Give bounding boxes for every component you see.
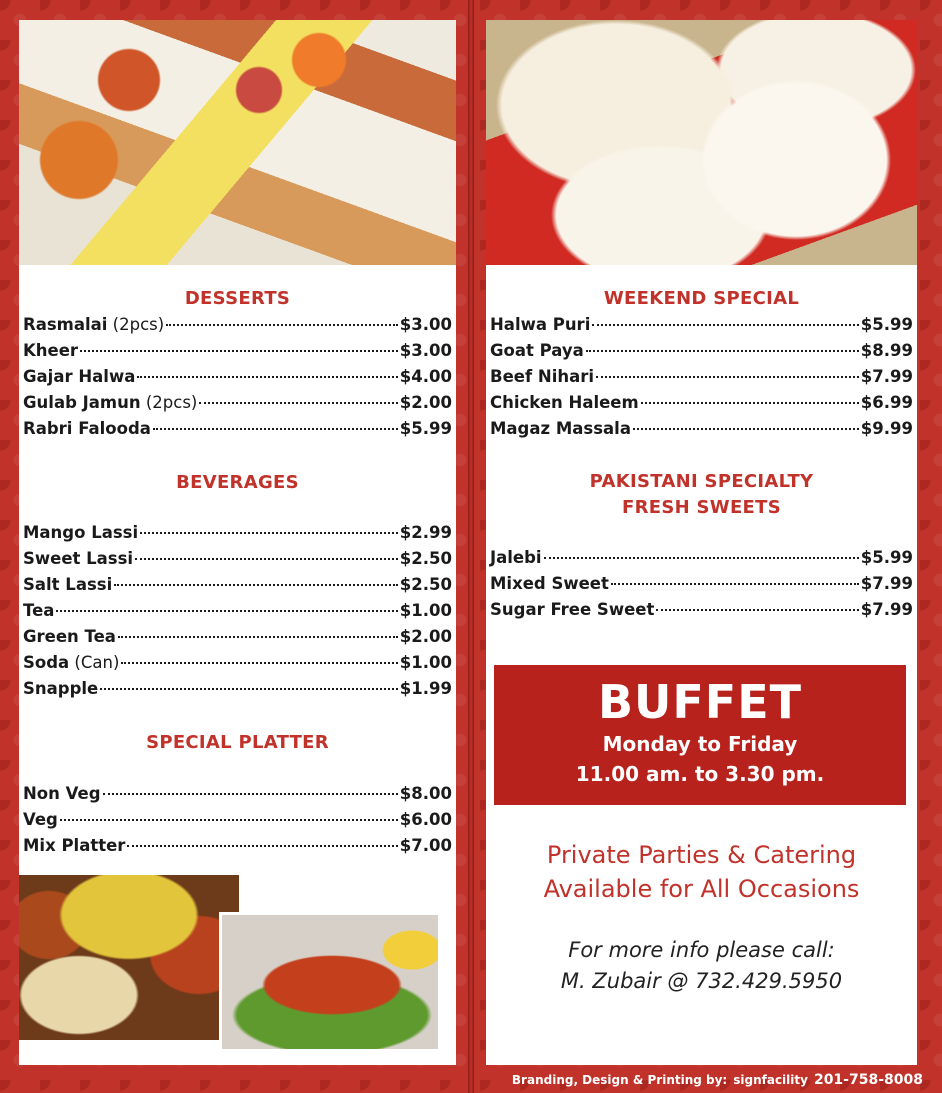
right-panel bbox=[486, 20, 917, 1065]
menu-item-price: $5.99 bbox=[399, 419, 452, 438]
dot-leader bbox=[592, 324, 858, 326]
menu-item-note: (2pcs) bbox=[140, 393, 198, 412]
menu-item-price: $9.99 bbox=[860, 419, 913, 438]
menu-item-price: $6.99 bbox=[860, 393, 913, 412]
menu-item-price: $8.00 bbox=[399, 784, 452, 803]
menu-item bbox=[23, 784, 452, 810]
buffet-banner bbox=[494, 665, 906, 805]
menu-item bbox=[490, 548, 913, 574]
printer-brand: signfacility bbox=[733, 1073, 808, 1087]
dot-leader bbox=[114, 584, 398, 586]
printer-phone: 201-758-8008 bbox=[813, 1072, 923, 1088]
menu-item-price: $2.50 bbox=[399, 575, 452, 594]
dot-leader bbox=[100, 688, 398, 690]
menu-item-name: Gulab Jamun bbox=[23, 393, 141, 412]
menu-item bbox=[23, 393, 452, 419]
menu-item-price: $1.00 bbox=[399, 653, 452, 672]
dot-leader bbox=[199, 402, 397, 404]
menu-item-price: $1.99 bbox=[399, 679, 452, 698]
dot-leader bbox=[544, 557, 859, 559]
menu-item-price: $1.00 bbox=[399, 601, 452, 620]
naan-photo bbox=[486, 20, 917, 265]
menu-item-name: Snapple bbox=[23, 679, 99, 698]
menu-item-price: $3.00 bbox=[399, 315, 452, 334]
menu-item bbox=[23, 627, 452, 653]
sweets-heading-line1: PAKISTANI SPECIALTY bbox=[589, 471, 814, 492]
menu-item-name: Salt Lassi bbox=[23, 575, 113, 594]
menu-item-name: Non Veg bbox=[23, 784, 101, 803]
menu-item-name: Magaz Massala bbox=[490, 419, 631, 438]
menu-item bbox=[23, 549, 452, 575]
menu-item-name: Rasmalai bbox=[23, 315, 108, 334]
curry-dishes-photo bbox=[19, 875, 239, 1040]
dot-leader bbox=[137, 376, 397, 378]
menu-item bbox=[23, 419, 452, 445]
dot-leader bbox=[596, 376, 859, 378]
menu-item-name: Gajar Halwa bbox=[23, 367, 136, 386]
menu-item bbox=[23, 836, 452, 862]
credit-text: Branding, Design & Printing by: bbox=[511, 1073, 728, 1087]
desserts-list bbox=[23, 315, 452, 445]
menu-item-name: Rabri Falooda bbox=[23, 419, 151, 438]
menu-item bbox=[490, 367, 913, 393]
menu-item-price: $2.50 bbox=[399, 549, 452, 568]
contact-info bbox=[486, 935, 917, 997]
contact-line1: For more info please call: bbox=[568, 938, 835, 962]
menu-item bbox=[23, 367, 452, 393]
menu-item-name: Halwa Puri bbox=[490, 315, 591, 334]
menu-item-price: $2.00 bbox=[399, 627, 452, 646]
menu-item-price: $7.99 bbox=[860, 600, 913, 619]
menu-item-name: Green Tea bbox=[23, 627, 116, 646]
catering-line1: Private Parties & Catering bbox=[546, 841, 857, 869]
menu-item-name: Jalebi bbox=[490, 548, 542, 567]
menu-item-name: Mix Platter bbox=[23, 836, 126, 855]
menu-item bbox=[490, 341, 913, 367]
menu-item-note: (Can) bbox=[69, 653, 120, 672]
dot-leader bbox=[60, 819, 398, 821]
buffet-title: BUFFET bbox=[597, 675, 803, 729]
menu-item-name: Tea bbox=[23, 601, 55, 620]
dot-leader bbox=[103, 793, 398, 795]
menu-item bbox=[490, 574, 913, 600]
menu-item-name: Mango Lassi bbox=[23, 523, 139, 542]
dot-leader bbox=[135, 558, 398, 560]
left-panel bbox=[19, 20, 456, 1065]
contact-line2: M. Zubair @ 732.429.5950 bbox=[560, 969, 843, 993]
menu-item bbox=[23, 523, 452, 549]
menu-item-name: Veg bbox=[23, 810, 58, 829]
dot-leader bbox=[656, 609, 858, 611]
menu-item bbox=[23, 653, 452, 679]
platter-list bbox=[23, 784, 452, 862]
menu-item bbox=[490, 393, 913, 419]
menu-item-name: Chicken Haleem bbox=[490, 393, 639, 412]
weekend-heading: WEEKEND SPECIAL bbox=[603, 288, 800, 309]
menu-item-price: $8.99 bbox=[860, 341, 913, 360]
menu-item bbox=[23, 810, 452, 836]
menu-item-name: Kheer bbox=[23, 341, 79, 360]
platter-heading: SPECIAL PLATTER bbox=[146, 732, 329, 753]
menu-item-name: Goat Paya bbox=[490, 341, 584, 360]
menu-item-price: $2.00 bbox=[399, 393, 452, 412]
buffet-days: Monday to Friday bbox=[602, 732, 798, 756]
menu-item-price: $5.99 bbox=[860, 548, 913, 567]
menu-item bbox=[490, 419, 913, 445]
menu-item-price: $7.99 bbox=[860, 367, 913, 386]
brochure-fold bbox=[468, 0, 474, 1093]
menu-item-price: $4.00 bbox=[399, 367, 452, 386]
menu-item bbox=[490, 315, 913, 341]
menu-item bbox=[23, 679, 452, 705]
printer-credit bbox=[503, 1070, 923, 1090]
menu-item-name: Sweet Lassi bbox=[23, 549, 134, 568]
menu-item bbox=[23, 341, 452, 367]
menu-item-price: $3.00 bbox=[399, 341, 452, 360]
menu-item-price: $7.99 bbox=[860, 574, 913, 593]
catering-notice bbox=[486, 838, 917, 906]
menu-item-price: $7.00 bbox=[399, 836, 452, 855]
menu-item bbox=[23, 601, 452, 627]
dot-leader bbox=[611, 583, 859, 585]
dot-leader bbox=[140, 532, 398, 534]
dot-leader bbox=[56, 610, 397, 612]
sweets-photo bbox=[19, 20, 456, 265]
weekend-list bbox=[490, 315, 913, 445]
menu-item-name: Soda bbox=[23, 653, 70, 672]
menu-item-note: (2pcs) bbox=[107, 315, 165, 334]
tandoori-chicken-photo bbox=[219, 912, 441, 1052]
dot-leader bbox=[127, 845, 397, 847]
desserts-heading: DESSERTS bbox=[184, 288, 291, 309]
dot-leader bbox=[166, 324, 398, 326]
dot-leader bbox=[586, 350, 859, 352]
menu-item-price: $6.00 bbox=[399, 810, 452, 829]
menu-item-price: $5.99 bbox=[860, 315, 913, 334]
dot-leader bbox=[633, 428, 859, 430]
buffet-hours: 11.00 am. to 3.30 pm. bbox=[575, 762, 825, 786]
menu-item bbox=[490, 600, 913, 626]
catering-line2: Available for All Occasions bbox=[543, 875, 860, 903]
menu-item-price: $2.99 bbox=[399, 523, 452, 542]
menu-item-name: Sugar Free Sweet bbox=[490, 600, 655, 619]
dot-leader bbox=[118, 636, 398, 638]
menu-item bbox=[23, 315, 452, 341]
menu-item bbox=[23, 575, 452, 601]
dot-leader bbox=[121, 662, 397, 664]
beverages-heading: BEVERAGES bbox=[176, 472, 299, 493]
dot-leader bbox=[153, 428, 398, 430]
menu-item-name: Mixed Sweet bbox=[490, 574, 609, 593]
dot-leader bbox=[80, 350, 398, 352]
menu-item-name: Beef Nihari bbox=[490, 367, 595, 386]
beverages-list bbox=[23, 523, 452, 705]
sweets-list bbox=[490, 548, 913, 626]
sweets-heading-line2: FRESH SWEETS bbox=[622, 497, 781, 518]
dot-leader bbox=[641, 402, 859, 404]
